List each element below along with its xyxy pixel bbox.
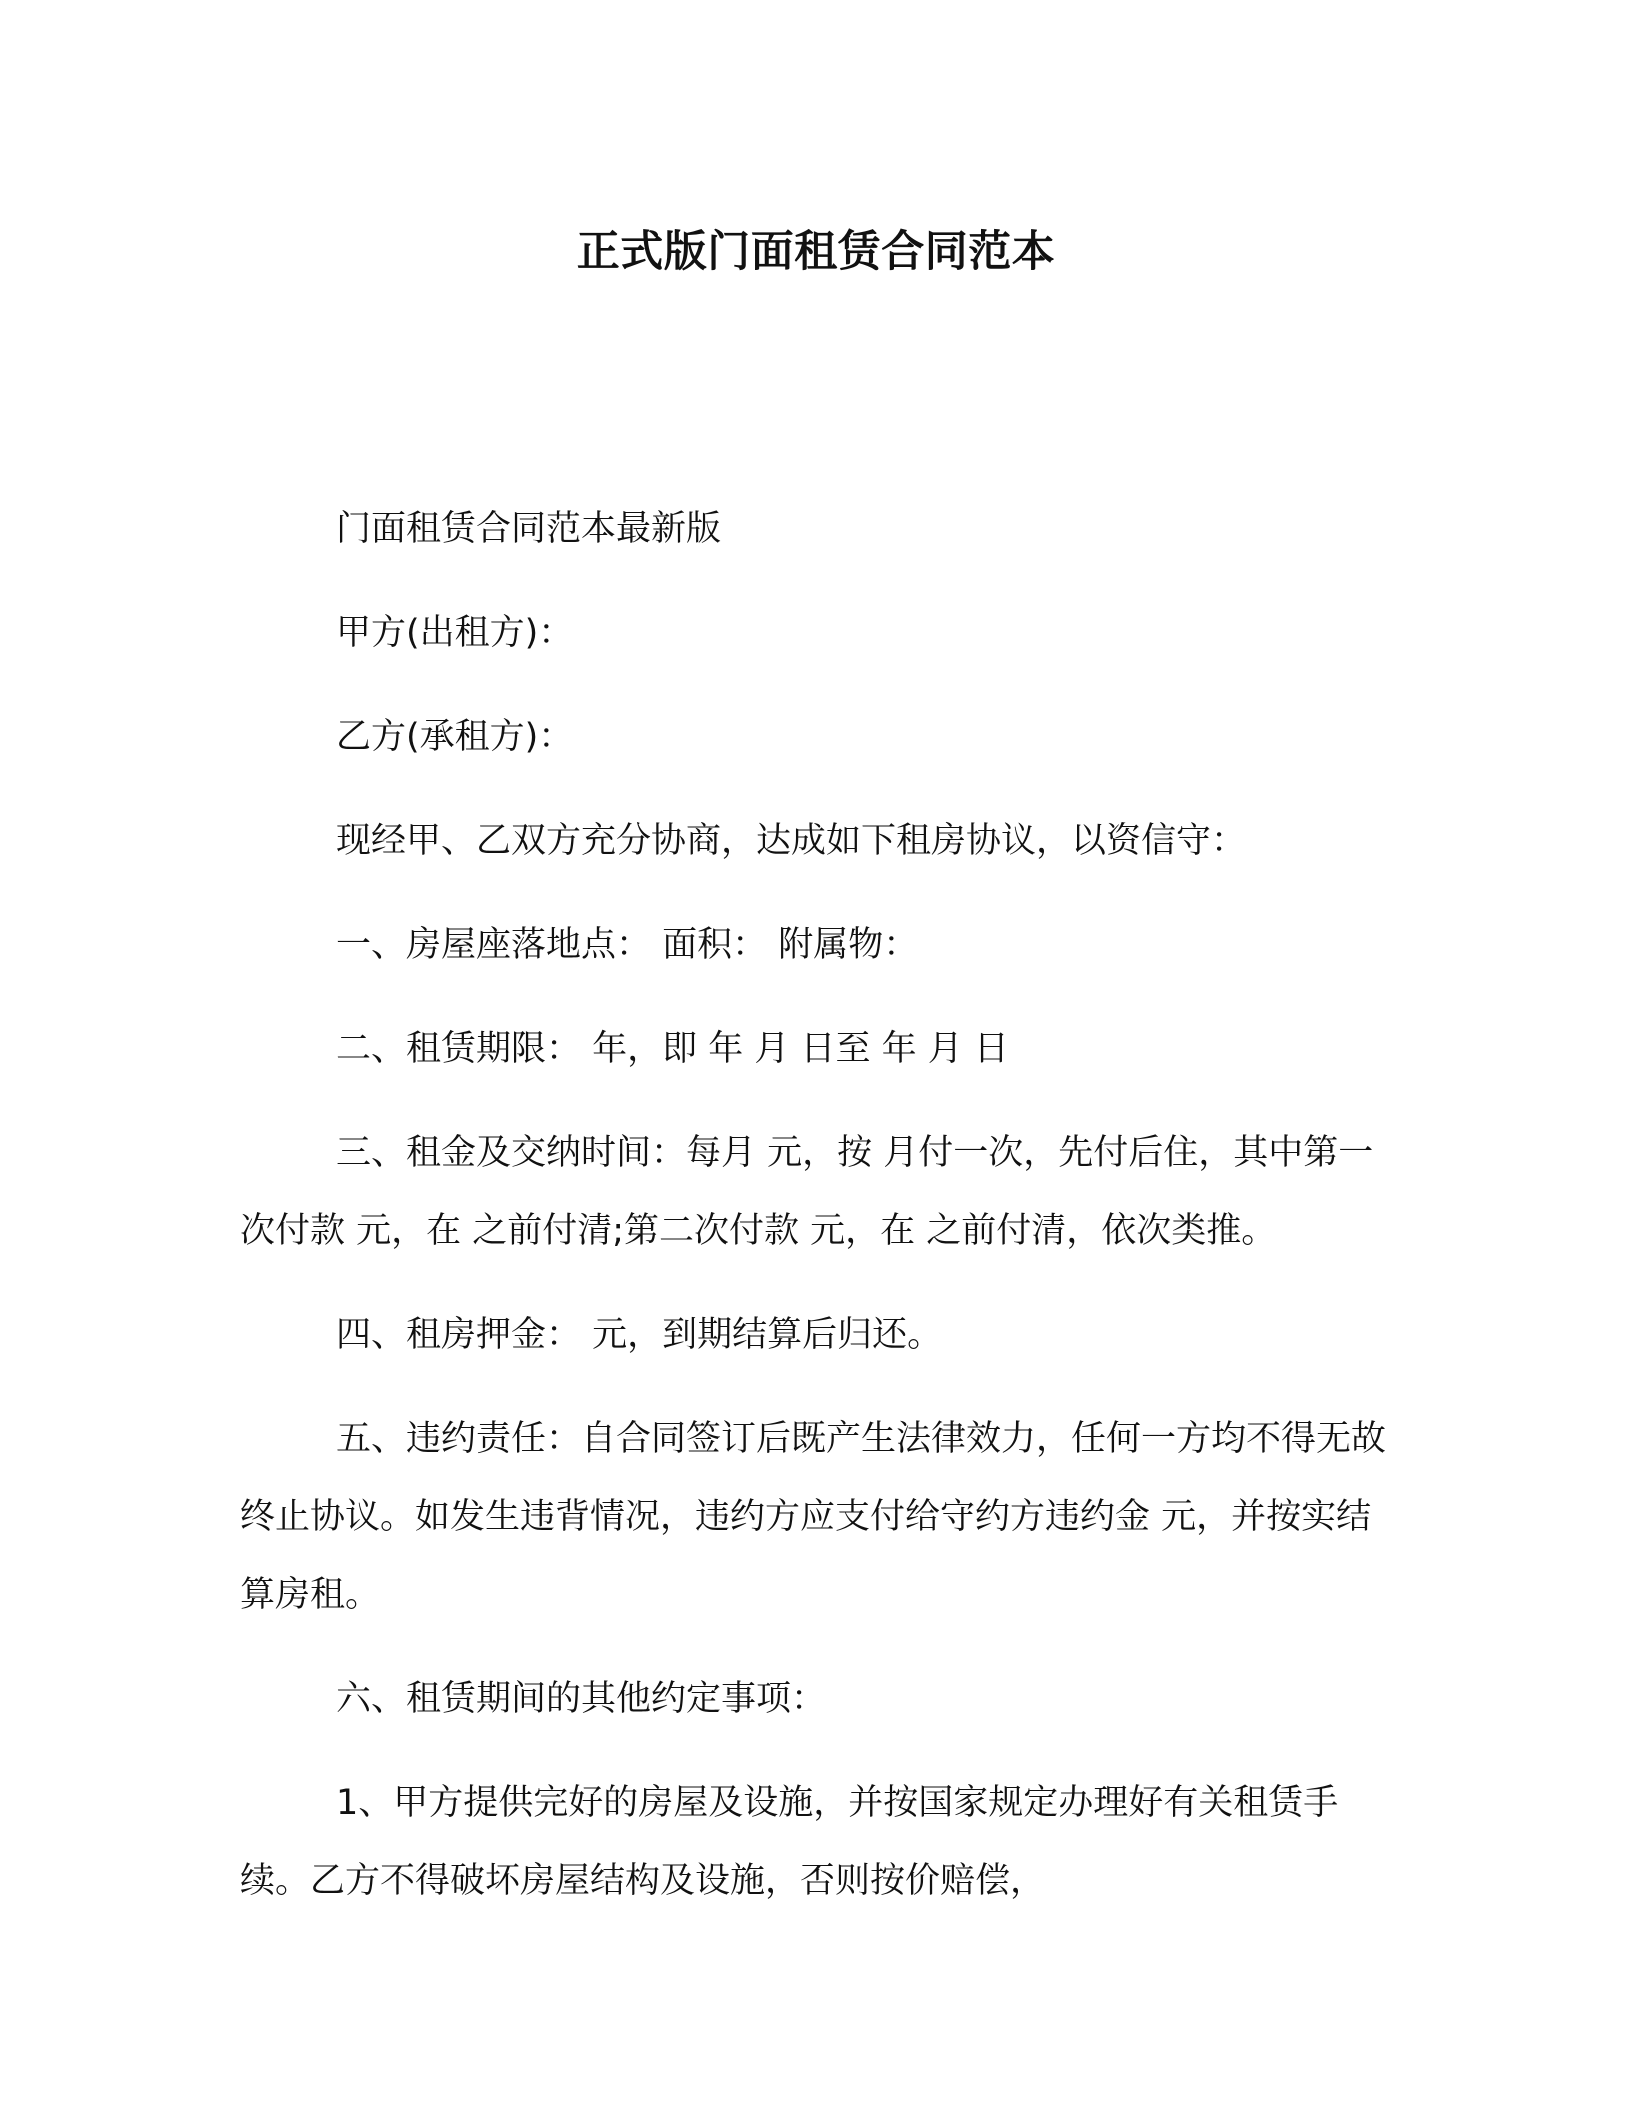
agreement-intro-paragraph: 现经甲、乙双方充分协商，达成如下租房协议，以资信守： [336,821,1247,861]
party-a-line: 甲方(出租方)： [336,613,574,653]
party-b-line: 乙方(承租方)： [336,717,574,757]
clause-1-location: 一、房屋座落地点： 面积： 附属物： [336,925,919,965]
clause-4-deposit: 四、租房押金： 元，到期结算后归还。 [336,1315,943,1355]
clause-5-breach: 五、违约责任：自合同签订后既产生法律效力，任何一方均不得无故终止协议。如发生违背情况，违约方应支付给守约方违约金 元，并按实结算房租。 [240,1419,1387,1615]
subtitle-paragraph: 门面租赁合同范本最新版 [336,509,722,549]
clause-3-rent: 三、租金及交纳时间：每月 元，按 月付一次，先付后住，其中第一次付款 元，在 之前付清;第二次付款 元，在 之前付清，依次类推。 [240,1133,1374,1251]
clause-6-other: 六、租赁期间的其他约定事项： [336,1679,827,1719]
document-body [240,490,1400,1946]
document-title: 正式版门面租赁合同范本 [576,227,1056,277]
clause-2-term: 二、租赁期限： 年，即 年 月 日至 年 月 日 [336,1029,1009,1069]
clause-6-item-1: 1、甲方提供完好的房屋及设施，并按国家规定办理好有关租赁手续。乙方不得破坏房屋结构及设施，否则按价赔偿， [240,1783,1339,1901]
